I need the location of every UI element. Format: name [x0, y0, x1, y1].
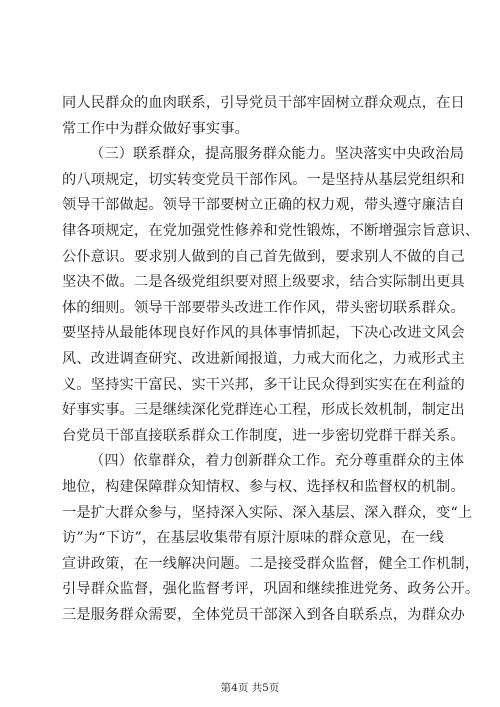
text-line: 体的细则。领导干部要带头改进工作作风，带头密切联系群众。 — [62, 299, 465, 316]
text-line: 同人民群众的血肉联系，引导党员干部牢固树立群众观点，在日 — [62, 95, 465, 111]
text-line: 台党员干部直接联系群众工作制度，进一步密切党群干群关系。 — [62, 427, 465, 444]
paragraph-heading-line: （四）依靠群众，着力创新群众工作。充分尊重群众的主体 — [90, 453, 465, 470]
text-line: 一是扩大群众参与，坚持深入实际、深入基层、深入群众，变“上 — [62, 504, 473, 521]
text-line: 常工作中为群众做好事实事。 — [62, 120, 250, 137]
text-line: 律各项规定，在党加强党性修养和党性锻炼，不断增强宗旨意识、 — [62, 222, 480, 239]
text-line: 坚决不做。二是各级党组织要对照上级要求，结合实际制出更具 — [62, 274, 465, 291]
text-line: 三是服务群众需要，全体党员干部深入到各自联系点，为群众办 — [62, 606, 465, 623]
text-line: 好事实事。三是继续深化党群连心工程，形成长效机制，制定出 — [62, 402, 465, 419]
text-line: 地位，构建保障群众知情权、参与权、选择权和监督权的机制。 — [62, 478, 465, 495]
text-line: 访”为“下访”，在基层收集带有原汁原味的群众意见，在一线 — [62, 530, 445, 547]
text-line: 宣讲政策，在一线解决问题。二是接受群众监督，健全工作机制， — [62, 555, 480, 572]
text-line: 公仆意识。要求别人做到的自己首先做到，要求别人不做的自己 — [62, 248, 465, 265]
text-line: 要坚持从最能体现良好作风的具体事情抓起，下决心改进文风会 — [62, 325, 465, 342]
document-body — [62, 91, 480, 628]
paragraph-heading-line: （三）联系群众，提高服务群众能力。坚决落实中央政治局 — [90, 146, 465, 163]
text-line: 义。坚持实干富民、实干兴邦，多干让民众得到实实在在利益的 — [62, 376, 465, 393]
text-line: 引导群众监督，强化监督考评，巩固和继续推进党务、政务公开。 — [62, 581, 480, 598]
page-footer: 第4页 共5页 — [220, 682, 280, 694]
text-line: 的八项规定，切实转变党员干部作风。一是坚持从基层党组织和 — [62, 171, 465, 188]
text-line: 领导干部做起。领导干部要树立正确的权力观，带头遵守廉洁自 — [62, 197, 465, 214]
text-line: 风、改进调查研究、改进新闻报道，力戒大而化之，力戒形式主 — [62, 350, 465, 367]
